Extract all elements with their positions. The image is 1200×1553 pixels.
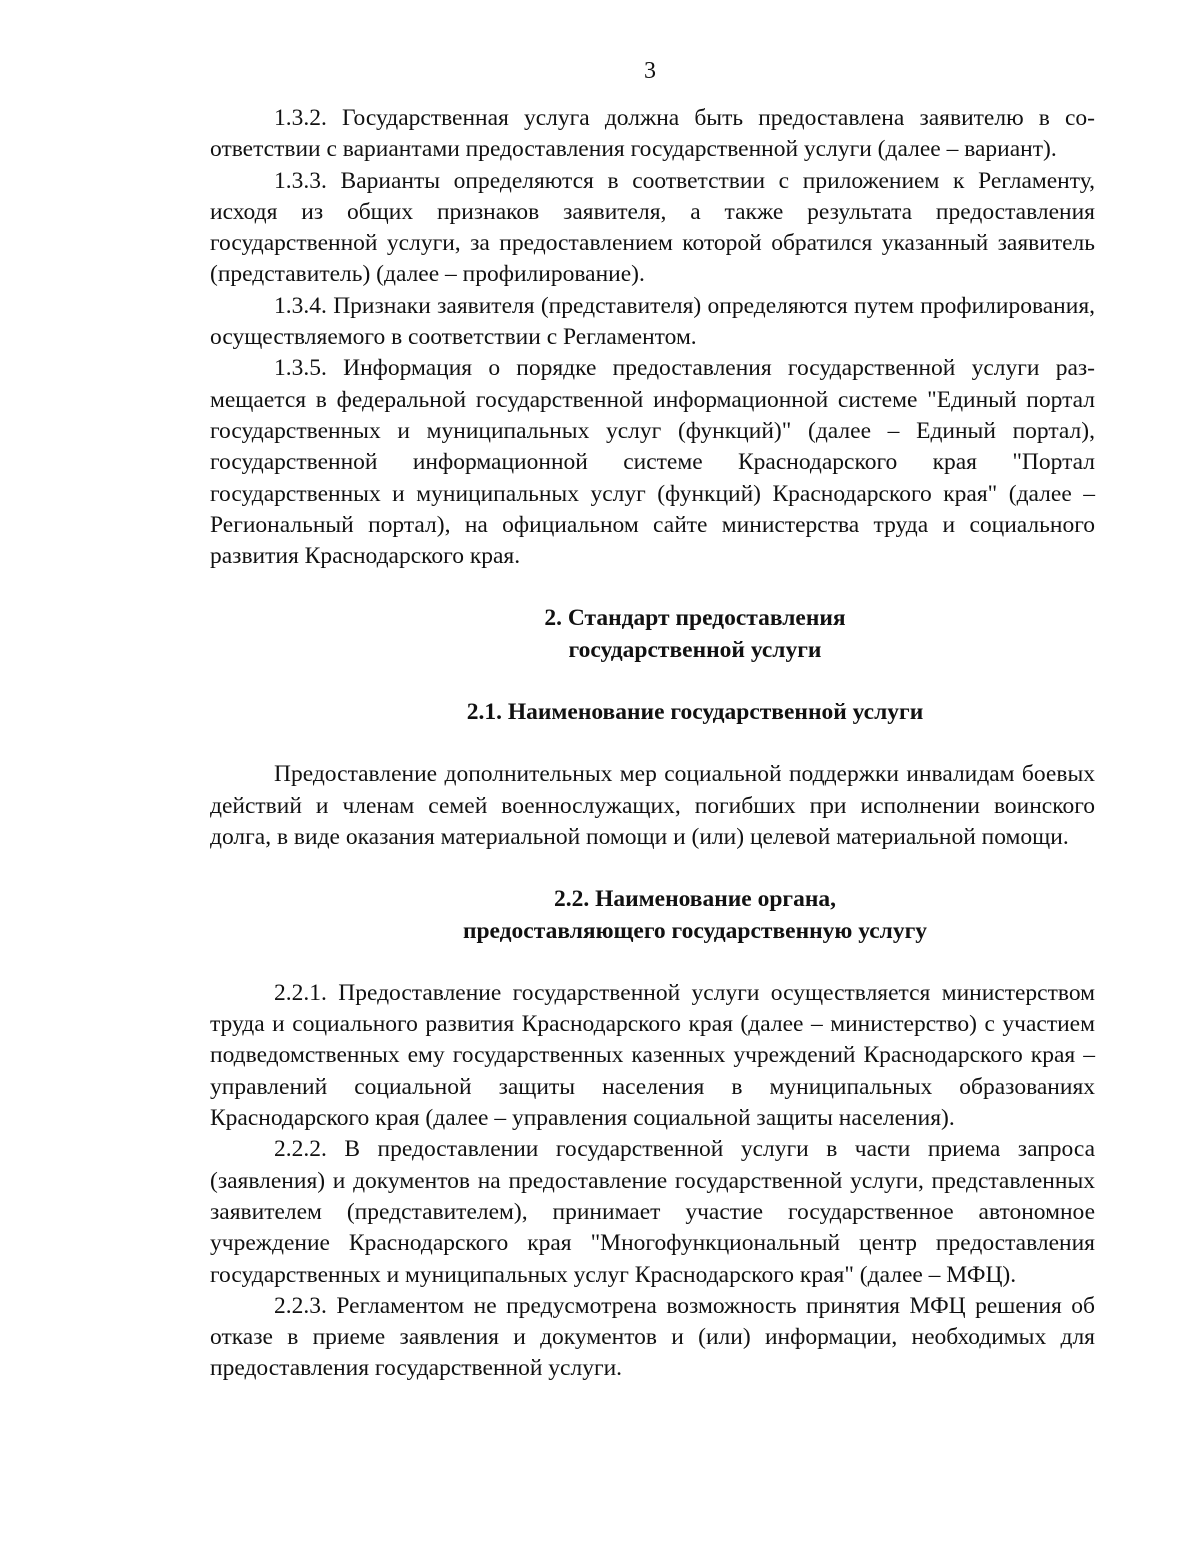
spacer (210, 572, 1095, 603)
section-2-heading-line-1: 2. Стандарт предоставления (544, 605, 846, 632)
paragraph-2-2-2: 2.2.2. В предоставлении государственной услуги в части приема запроса (заявления) и документов на предоставление государственной услуги, представленных заявителем (представителем), принимает участие государственное автономное учреждение Краснодарского края "Многофункциональный центр предоставления государственных и муниципальных услуг Краснодарского края" (далее – МФЦ). (210, 1136, 1095, 1288)
spacer (210, 947, 1095, 978)
section-2-2-heading (210, 884, 1095, 947)
paragraph-1-3-2: 1.3.2. Государственная услуга должна быть предоставлена заявителю в соответствии с вариантами предоставления государственной услуги (далее – вариант). (210, 105, 1095, 163)
section-2-heading (210, 603, 1095, 666)
section-2-1-heading: 2.1. Наименование государственной услуги (466, 699, 924, 726)
section-2-2-heading-line-1: 2.2. Наименование органа, (553, 886, 837, 913)
paragraph-1-3-5: 1.3.5. Информация о порядке предоставления государственной услуги размещается в федеральной государственной информационной системе "Единый портал государственных и муниципальных услуг (функций)" (далее – Единый портал), государственной информационной системе Краснодарского края "Портал государственных и муниципальных услуг (функций) Краснодарского края" (далее – Региональный портал), на официальном сайте министерства труда и социального развития Краснодарского края. (210, 355, 1095, 570)
document-body (210, 103, 1095, 1385)
section-2-heading-line-2: государственной услуги (568, 636, 822, 663)
section-2-2-heading-line-2: предоставляющего государственную услугу (462, 917, 928, 944)
paragraph-2-2-3: 2.2.3. Регламентом не предусмотрена возможность принятия МФЦ решения об отказе в приеме заявления и документов и (или) информации, необходимых для предоставления государственной услуги. (210, 1292, 1095, 1382)
spacer (210, 666, 1095, 697)
spacer (210, 853, 1095, 884)
spacer (210, 728, 1095, 759)
paragraph-2-1-text: Предоставление дополнительных мер социальной поддержки инвалидам боевых действий и членам семей военнослужащих, погибших при исполнении воинского долга, в виде оказания материальной помощи и (или) целевой материальной помощи. (210, 761, 1095, 850)
page-number: 3 (644, 58, 656, 84)
paragraph-2-2-1: 2.2.1. Предоставление государственной услуги осуществляется министерством труда и социального развития Краснодарского края (далее – министерство) с участием подведомственных ему государственных казенных учреждений Краснодарского края – управлений социальной защиты населения в муниципальных образованиях Краснодарского края (далее – управления социальной защиты населения). (210, 979, 1095, 1132)
paragraph-1-3-3: 1.3.3. Варианты определяются в соответствии с приложением к Регламенту, исходя из общих признаков заявителя, а также результата предоставления государственной услуги, за предоставлением которой обратился указанный заявитель (представитель) (далее – профилирование). (210, 167, 1095, 288)
paragraph-1-3-4: 1.3.4. Признаки заявителя (представителя) определяются путем профилирования, осуществляемого в соответствии с Регламентом. (210, 292, 1095, 351)
